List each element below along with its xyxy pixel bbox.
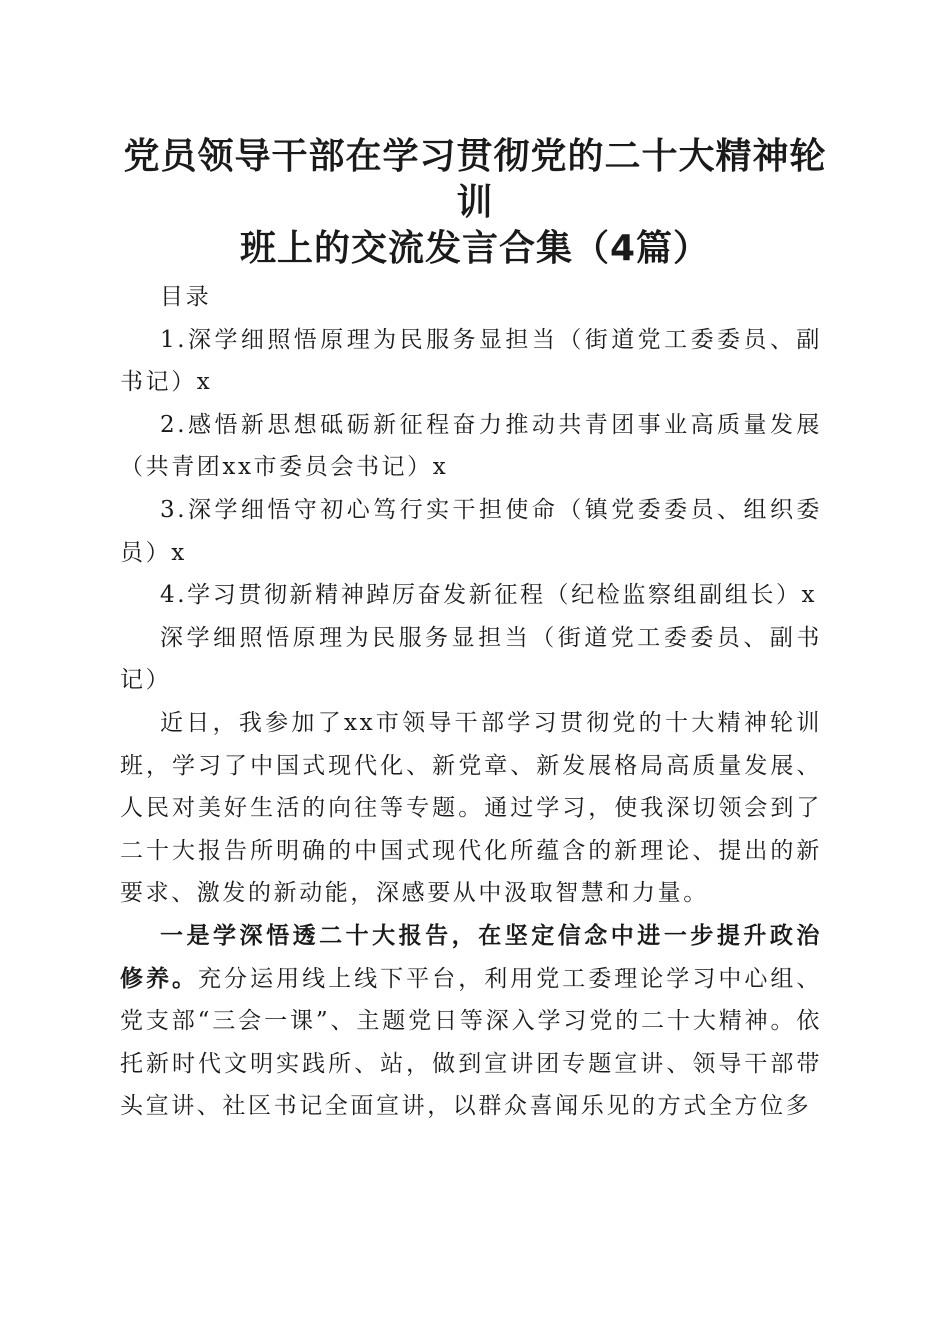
paragraph-intro: 近日，我参加了xx市领导干部学习贯彻党的十大精神轮训班，学习了中国式现代化、新党章、新发展格局高质量发展、人民对美好生活的向往等专题。通过学习，使我深切领会到了二十大报告所明确的中国式现代化所蕴含的新理论、提出的新要求、激发的新动能，深感要从中汲取智慧和力量。 [120,709,822,907]
toc-item-2: 2.感悟新思想砥砺新征程奋力推动共青团事业高质量发展（共青团xx市委员会书记）x [120,411,822,481]
section-title: 深学细照悟原理为民服务显担当（街道党工委委员、副书记） [120,624,822,694]
document-title [110,134,840,272]
toc-heading: 目录 [160,284,212,310]
document-body [120,276,822,1128]
paragraph-point-one-lead: 一是学深悟透二十大报告，在坚定信念中进一步提升政治修养。 [120,921,822,992]
paragraph-point-one [120,915,822,1128]
toc-item-3: 3.深学细悟守初心笃行实干担使命（镇党委委员、组织委员）x [120,496,822,566]
paragraph-point-one-body: 充分运用线上线下平台，利用党工委理论学习中心组、党支部“三会一课”、主题党日等深入学习党的二十大精神。依托新时代文明实践所、站，做到宣讲团专题宣讲、领导干部带头宣讲、社区书记全面宣讲，以群众喜闻乐见的方式全方位多 [120,965,822,1120]
title-line-2: 班上的交流发言合集（4篇） [239,228,711,269]
toc-item-1: 1.深学细照悟原理为民服务显担当（街道党工委委员、副书记）x [120,326,822,396]
title-line-1: 党员领导干部在学习贯彻党的二十大精神轮训 [123,136,827,223]
toc-item-4: 4.学习贯彻新精神踔厉奋发新征程（纪检监察组副组长）x [160,582,818,609]
